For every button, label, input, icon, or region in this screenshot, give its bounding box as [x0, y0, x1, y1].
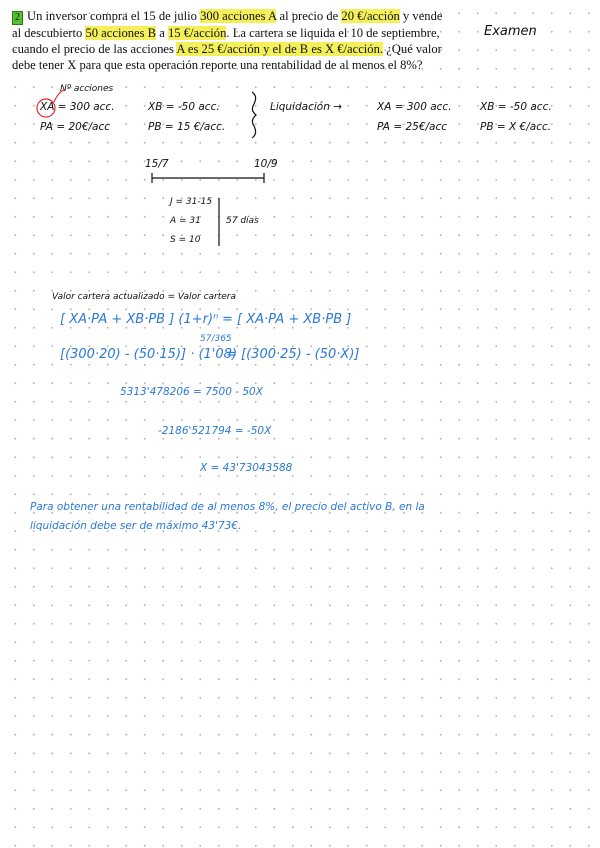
equation-values-right: = [(300·25) - (50·X)]: [226, 347, 360, 362]
equation-solution: X = 43'73043588: [200, 462, 293, 474]
exponent-days: 57/365: [200, 334, 232, 344]
days-bracket: [216, 196, 222, 248]
highlight-50-acciones-b: 50 acciones B: [85, 26, 157, 40]
equation-title: Valor cartera actualizado = Valor cartera: [52, 292, 237, 302]
conclusion-line-1: Para obtener una rentabilidad de al menos 8%, el precio del activo B, en la: [30, 501, 425, 513]
date-end: 10/9: [254, 158, 278, 170]
xb-initial: XB = -50 acc.: [148, 101, 220, 113]
conclusion-line-2: liquidación debe ser de máximo 43'73€.: [30, 520, 242, 532]
pb-final: PB = X €/acc.: [480, 121, 552, 133]
pb-initial: PB = 15 €/acc.: [148, 121, 226, 133]
problem-statement: 2 Un inversor compra el 15 de julio 300 acciones A al precio de 20 €/acción y vende al descubierto 50 acciones B a 15 €/acción. La cartera se liquida el 10 de septiembre, cuando el precio de las acciones A es 25 €/acción y el de B es X €/acción. ¿Qué valor debe tener X para que esta operación reporte una rentabilidad de al menos el 8%?: [12, 9, 443, 72]
curly-brace: [246, 90, 266, 140]
n-acciones-note: Nº acciones: [60, 84, 114, 94]
examen-note: Examen: [484, 24, 537, 39]
equation-general-left: [ XA·PA + XB·PB ] (1+r)ⁿ: [60, 312, 219, 327]
xa-initial: XA = 300 acc.: [40, 101, 115, 113]
equation-step-1: 5313'478206 = 7500 - 50X: [120, 386, 263, 398]
xb-final: XB = -50 acc.: [480, 101, 552, 113]
pa-initial: PA = 20€/acc: [40, 121, 111, 133]
problem-number: 2: [12, 11, 23, 25]
pa-final: PA = 25€/acc: [377, 121, 448, 133]
equation-step-2: -2186'521794 = -50X: [158, 425, 272, 437]
days-september: S = 10: [170, 235, 201, 245]
highlight-precios-liquidacion: A es 25 €/acción y el de B es X €/acción.: [176, 42, 384, 56]
liquidacion-label: Liquidación →: [270, 101, 343, 113]
days-july: J = 31-15: [170, 197, 213, 207]
xa-final: XA = 300 acc.: [377, 101, 452, 113]
total-days: 57 días: [226, 216, 259, 226]
highlight-precio-a: 20 €/acción: [341, 9, 400, 23]
equation-general-right: = [ XA·PA + XB·PB ]: [222, 312, 352, 327]
date-start: 15/7: [145, 158, 169, 170]
timeline-line: [150, 172, 266, 184]
days-august: A = 31: [170, 216, 201, 226]
equation-values-left: [(300·20) - (50·15)] · (1'08): [60, 347, 238, 362]
highlight-300-acciones-a: 300 acciones A: [200, 9, 277, 23]
highlight-precio-b: 15 €/acción: [167, 26, 227, 40]
